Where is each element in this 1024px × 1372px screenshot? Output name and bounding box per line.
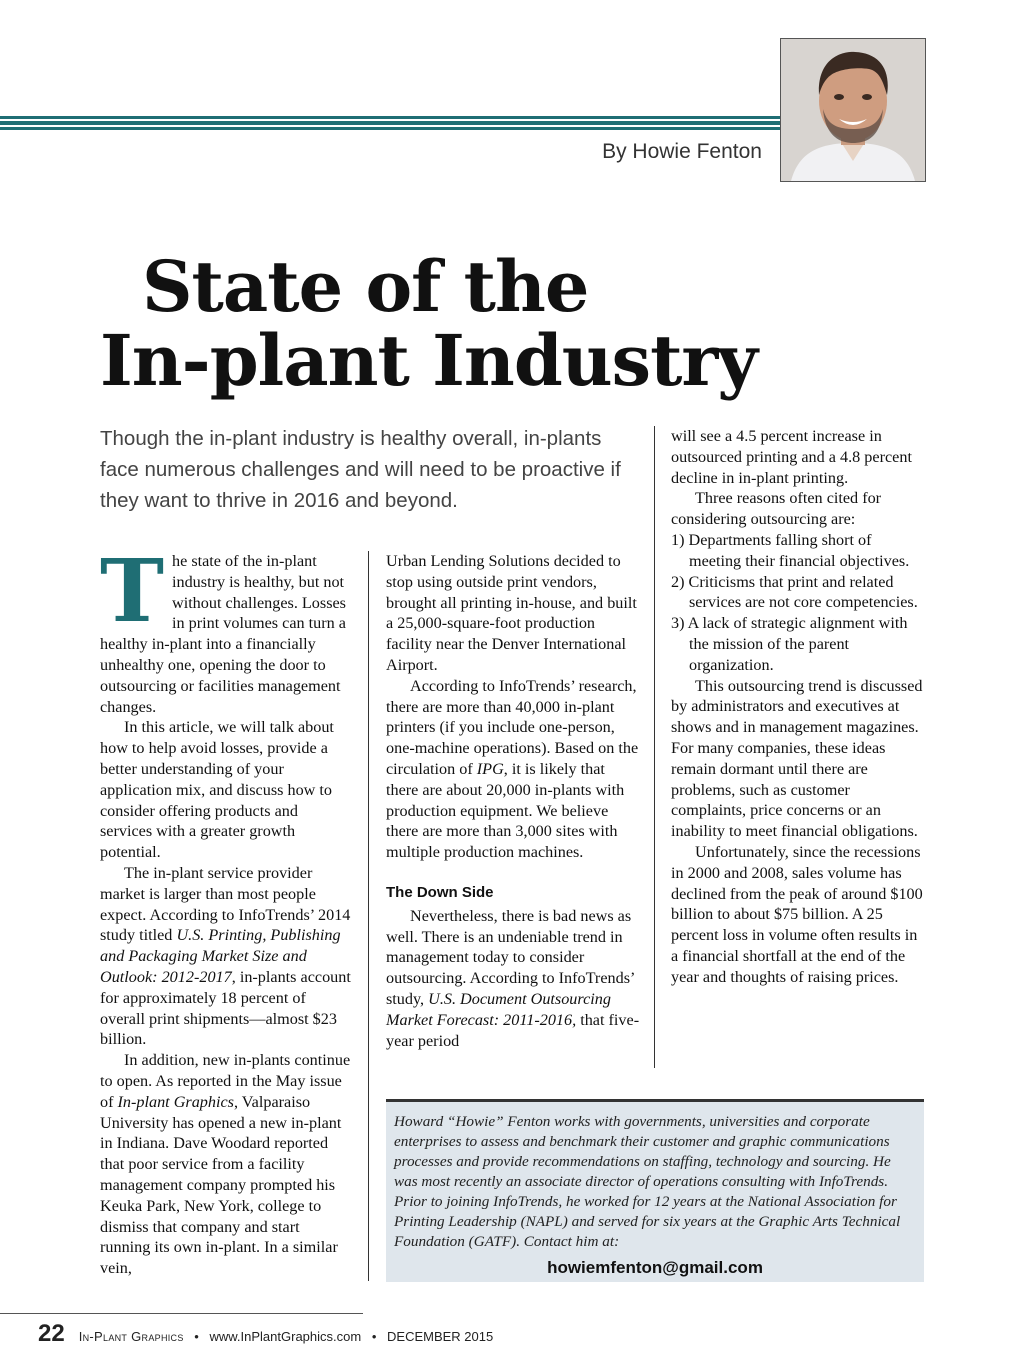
article-paragraph: The in-plant service provider market is larger than most people expect. According to InfoTrends’ 2014 study titled U.S. Printing, Publishing and Packaging Market Size and Outlook: 2012-2017, in-plants account for approximately 18 percent of overall print shipments—almost $23 billion.: [100, 863, 351, 1049]
footer-text: [79, 1329, 494, 1344]
article-title: [100, 245, 757, 402]
section-subhead: The Down Side: [386, 883, 494, 901]
author-email: howiemfenton@gmail.com: [547, 1258, 763, 1277]
column-divider: [654, 426, 655, 1068]
article-dek: Though the in-plant industry is healthy overall, in-plants face numerous challenges and will need to be proactive if they want to thrive in 2016 and beyond.: [100, 427, 621, 512]
article-paragraph: Nevertheless, there is bad news as well. There is an undeniable trend in management today to consider outsourcing. According to InfoTrends’ study, U.S. Document Outsourcing Market Forecast: 2011-2016, that five-year period: [386, 906, 640, 1050]
article-paragraph: Urban Lending Solutions decided to stop using outside print vendors, brought all printing in-house, and built a 25,000-square-foot production facility near the Denver International Airport.: [386, 552, 637, 674]
list-item: 3) A lack of strategic alignment with the mission of the parent organization.: [671, 614, 908, 674]
article-column-1: [100, 541, 354, 1279]
author-portrait-icon: [781, 39, 925, 181]
issue-date: DECEMBER 2015: [387, 1329, 494, 1344]
byline: By Howie Fenton: [602, 140, 762, 163]
article-paragraph: This outsourcing trend is discussed by administrators and executives at shows and in management magazines. For many companies, these ideas remain dormant until there are problems, such as customer complaints, price concerns or an inability to meet financial obligations.: [671, 676, 923, 841]
column-divider: [368, 551, 369, 1281]
title-line-1: State of the: [142, 245, 589, 328]
article-paragraph: Unfortunately, since the recessions in 2000 and 2008, sales volume has declined from the peak of around $100 billion to about $75 billion. A 25 percent loss in volume often results in a financial shortfall at the end of the year and thoughts of raising prices.: [671, 842, 923, 986]
publication-name: In-Plant Graphics: [78, 1329, 184, 1344]
list-item: 2) Criticisms that print and related services are not core competencies.: [671, 572, 918, 612]
article-column-2: [386, 551, 640, 1051]
publication-url: www.InPlantGraphics.com: [209, 1329, 362, 1344]
drop-cap: T: [100, 541, 164, 642]
page-footer: [38, 1320, 493, 1348]
author-photo: [780, 38, 926, 182]
article-paragraph: Three reasons often cited for considering outsourcing are:: [671, 489, 882, 529]
article-column-3: [671, 426, 926, 988]
author-bio-box: [386, 1099, 924, 1282]
article-paragraph: In this article, we will talk about how to help avoid losses, provide a better understanding of your application mix, and discuss how to consider offering products and services with a greater growth potential.: [100, 718, 334, 862]
author-bio-text: Howard “Howie” Fenton works with governments, universities and corporate enterprises to assess and benchmark their customer and graphic communications processes and provide recommendations on staffing, technology and sourcing. He was most recently an associate director of operations consulting with InfoTrends. Prior to joining InfoTrends, he worked for 12 years at the National Association for Printing Leadership (NAPL) and served for six years at the Graphic Arts Technical Foundation (GATF). Contact him at:: [394, 1113, 901, 1250]
footer-separator: •: [371, 1329, 377, 1344]
header-rule: [0, 116, 780, 130]
footer-separator: •: [194, 1329, 199, 1344]
article-paragraph: According to InfoTrends’ research, there are more than 40,000 in-plant printers (if you include one-person, one-machine operations). Based on the circulation of IPG, it is likely that there are about 20,000 in-plants with production equipment. We believe there are more than 3,000 sites with multiple production machines.: [386, 676, 639, 862]
title-line-2: In-plant Industry: [100, 319, 757, 402]
article-paragraph: will see a 4.5 percent increase in outsourced printing and a 4.8 percent decline in in-plant printing.: [671, 427, 912, 487]
list-item: 1) Departments falling short of meeting their financial objectives.: [671, 530, 910, 570]
footer-rule: [0, 1313, 363, 1314]
article-paragraph: The state of the in-plant industry is healthy, but not without challenges. Losses in print volumes can turn a healthy in-plant into a financially unhealthy one, opening the door to outsourcing or facilities management changes.: [100, 541, 346, 716]
article-paragraph: In addition, new in-plants continue to open. As reported in the May issue of In-plant Graphics, Valparaiso University has opened a new in-plant in Indiana. Dave Woodard reported that poor service from a facility management company prompted his Keuka Park, New York, college to dismiss that company and start running its own in-plant. In a similar vein,: [100, 1051, 351, 1278]
page-number: 22: [38, 1320, 65, 1347]
